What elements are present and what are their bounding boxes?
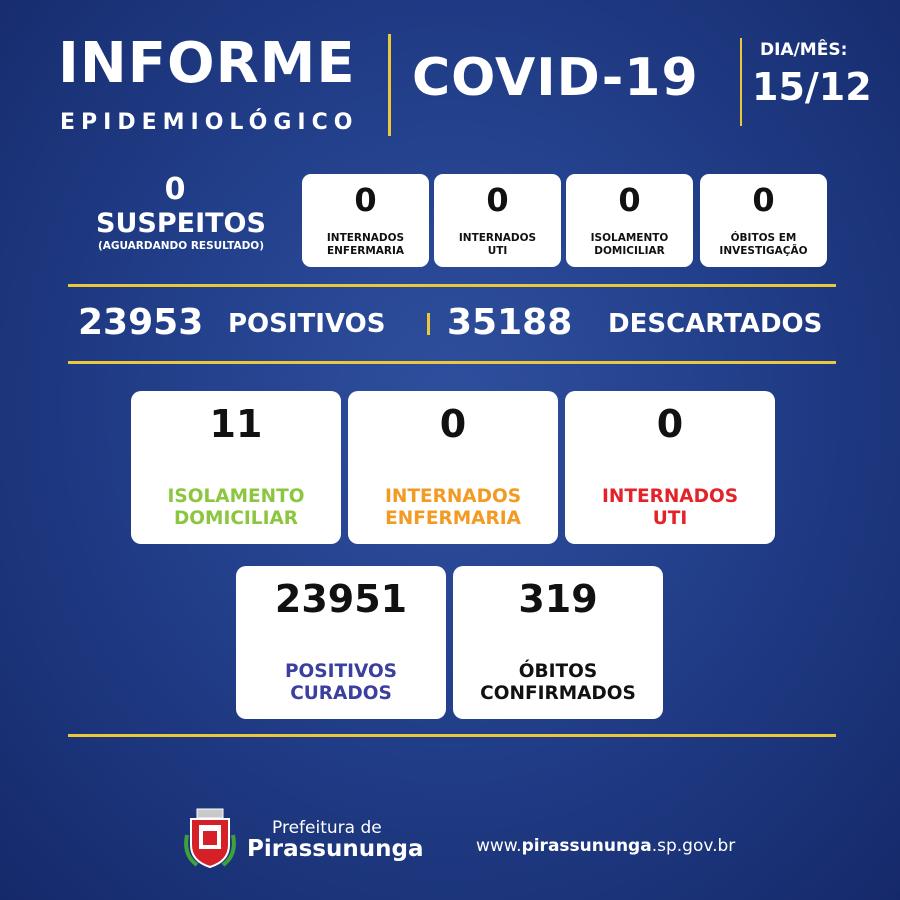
header-divider-1 — [388, 34, 391, 136]
totals-divider — [427, 313, 430, 335]
card-label: POSITIVOS CURADOS — [284, 661, 398, 705]
prefeitura-label: Prefeitura de — [272, 818, 382, 838]
website-link[interactable]: www.pirassununga.sp.gov.br — [476, 836, 736, 856]
suspeitos-value: 0 — [164, 172, 186, 207]
title-informe: INFORME — [58, 31, 356, 96]
positivos-value: 23953 — [78, 302, 204, 343]
card-label: INTERNADOS UTI — [458, 232, 537, 257]
card-value: 319 — [518, 577, 598, 621]
card-obitos-confirmados — [453, 566, 663, 719]
card-isolamento-small — [566, 174, 693, 267]
card-internados-enfermaria — [348, 391, 558, 544]
title-covid: COVID-19 — [412, 48, 699, 108]
card-value: 0 — [656, 402, 684, 446]
city-name: Pirassununga — [247, 836, 424, 862]
city-crest-icon — [183, 805, 237, 871]
card-label: INTERNADOS ENFERMARIA — [384, 486, 522, 530]
card-value: 0 — [618, 181, 641, 219]
card-label: INTERNADOS UTI — [601, 486, 739, 530]
title-epidemiologico: EPIDEMIOLÓGICO — [60, 110, 359, 135]
card-value: 23951 — [274, 577, 408, 621]
descartados-value: 35188 — [447, 302, 573, 343]
card-label: ISOLAMENTO DOMICILIAR — [590, 232, 669, 257]
card-value: 0 — [486, 181, 509, 219]
card-internados-uti-small — [434, 174, 561, 267]
date-label: DIA/MÊS: — [760, 40, 848, 60]
descartados-label: DESCARTADOS — [608, 309, 823, 339]
card-label: ISOLAMENTO DOMICILIAR — [167, 486, 305, 530]
card-value: 0 — [354, 181, 377, 219]
card-positivos-curados — [236, 566, 446, 719]
date-value: 15/12 — [752, 65, 872, 109]
card-isolamento-domiciliar — [131, 391, 341, 544]
header-divider-2 — [740, 38, 742, 126]
divider-middle — [68, 361, 836, 364]
card-value: 11 — [209, 402, 263, 446]
divider-top — [68, 284, 836, 287]
card-value: 0 — [439, 402, 467, 446]
divider-bottom — [68, 734, 836, 737]
suspeitos-sub: (AGUARDANDO RESULTADO) — [97, 240, 265, 252]
card-label: ÓBITOS CONFIRMADOS — [480, 661, 636, 705]
card-internados-uti — [565, 391, 775, 544]
card-value: 0 — [752, 181, 775, 219]
card-label: INTERNADOS ENFERMARIA — [326, 232, 405, 257]
card-label: ÓBITOS EM INVESTIGAÇÃO — [719, 232, 808, 257]
card-internados-enfermaria-small — [302, 174, 429, 267]
card-obitos-investigacao — [700, 174, 827, 267]
suspeitos-label: SUSPEITOS — [96, 208, 266, 239]
positivos-label: POSITIVOS — [228, 309, 386, 339]
